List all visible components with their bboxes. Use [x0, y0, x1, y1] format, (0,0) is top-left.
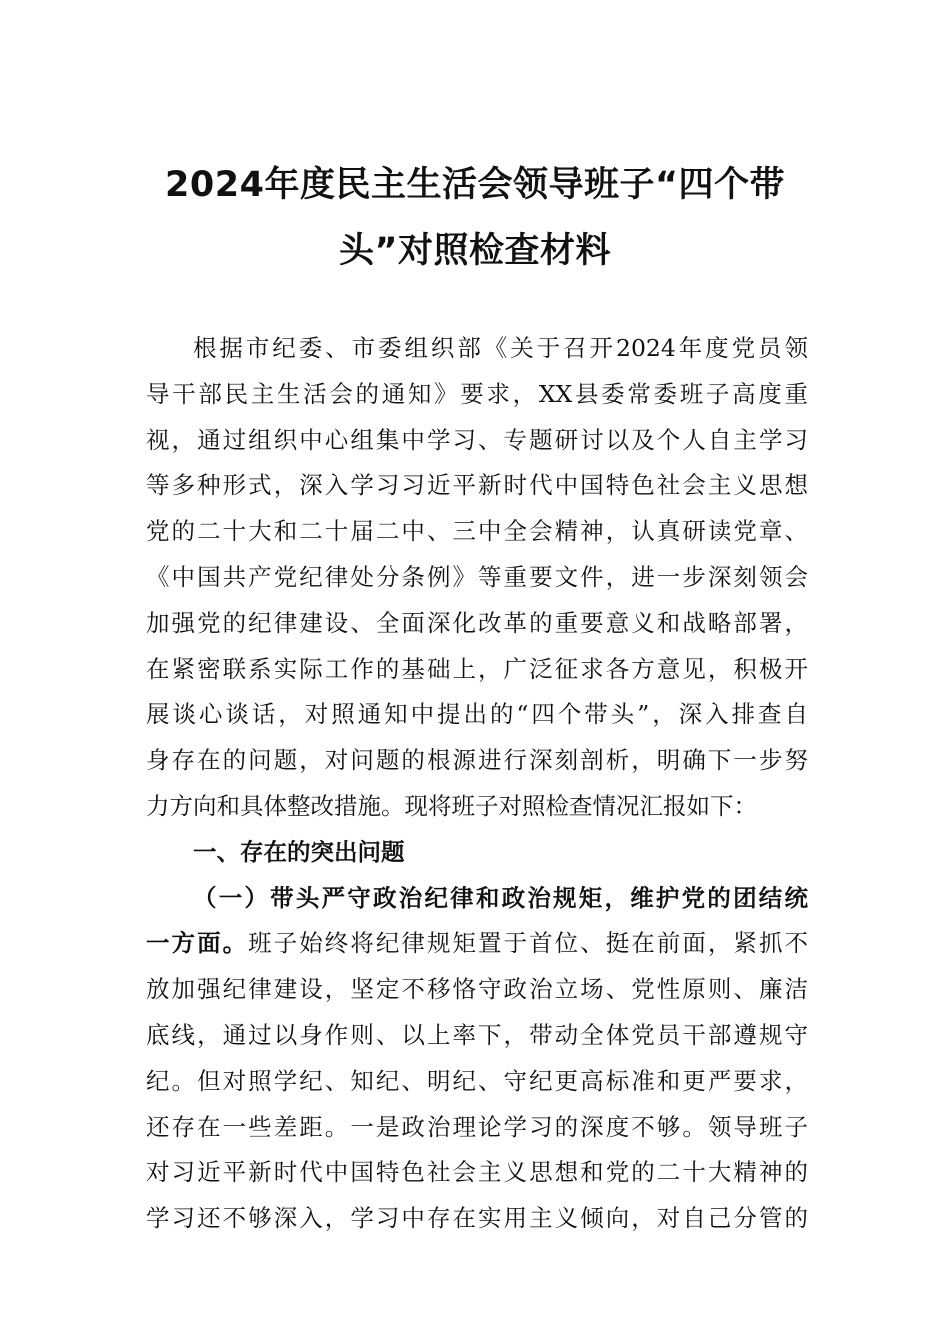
paragraph-line: 还存在一些差距。一是政治理论学习的深度不够。领导班子 [146, 1112, 808, 1141]
subsection-heading-tail: 一方面。 [146, 929, 249, 958]
document-body [146, 326, 808, 1242]
paragraph-line: 力方向和具体整改措施。现将班子对照检查情况汇报如下： [146, 791, 757, 820]
paragraph-line: 加强党的纪律建设、全面深化改革的重要意义和战略部署， [146, 608, 808, 637]
paragraph-line: 放加强纪律建设，坚定不移恪守政治立场、党性原则、廉洁 [146, 975, 808, 1004]
paragraph-line: 在紧密联系实际工作的基础上，广泛征求各方意见，积极开 [146, 654, 808, 683]
paragraph-line: 等多种形式，深入学习习近平新时代中国特色社会主义思想 [146, 471, 808, 500]
paragraph-line: 展谈心谈话，对照通知中提出的“四个带头”，深入排查自 [146, 700, 808, 729]
paragraph-text: 班子始终将纪律规矩置于首位、挺在前面，紧抓不 [248, 929, 809, 958]
paragraph-line [146, 921, 808, 967]
title-line: 2024年度民主生活会领导班子“四个带 [165, 165, 785, 205]
paragraph-line: 根据市纪委、市委组织部《关于召开2024年度党员领 [193, 334, 808, 362]
section-heading: 一、存在的突出问题 [193, 837, 405, 866]
paragraph-line: 学习还不够深入，学习中存在实用主义倾向，对自己分管的 [146, 1204, 808, 1233]
paragraph-line: 对习近平新时代中国特色社会主义思想和党的二十大精神的 [146, 1158, 808, 1187]
subsection-heading: （一）带头严守政治纪律和政治规矩，维护党的团结统 [193, 883, 808, 912]
title-line: 头”对照检查材料 [338, 231, 611, 271]
paragraph-line: 身存在的问题，对问题的根源进行深刻剖析，明确下一步努 [146, 746, 808, 775]
paragraph-line: 《中国共产党纪律处分条例》等重要文件，进一步深刻领会 [146, 562, 808, 591]
paragraph-line: 底线，通过以身作则、以上率下，带动全体党员干部遵规守 [146, 1020, 808, 1049]
paragraph-line: 导干部民主生活会的通知》要求，XX县委常委班子高度重 [146, 379, 808, 408]
paragraph-line: 党的二十大和二十届二中、三中全会精神，认真研读党章、 [146, 517, 808, 546]
paragraph-line: 视，通过组织中心组集中学习、专题研讨以及个人自主学习 [146, 425, 808, 454]
paragraph-line: 纪。但对照学纪、知纪、明纪、守纪更高标准和更严要求， [146, 1066, 808, 1095]
document-title [140, 152, 810, 284]
